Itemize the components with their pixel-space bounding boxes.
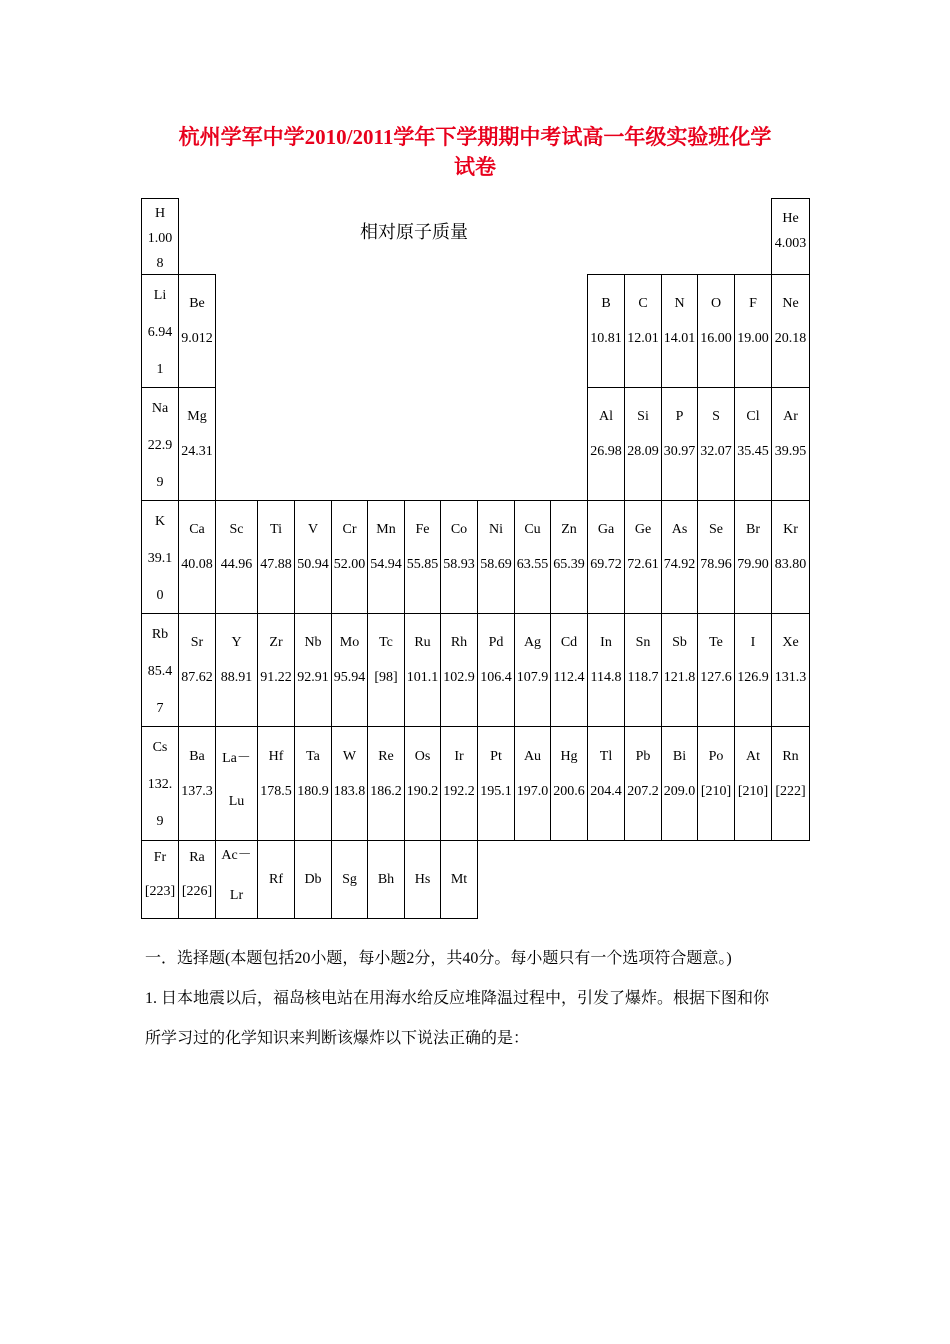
element-cell-mt: [440, 840, 478, 919]
section-heading: 一．选择题(本题包括20小题，每小题2分，共40分。每小题只有一个选项符合题意。): [145, 950, 732, 967]
element-mass: 197.0: [516, 783, 549, 799]
element-mass-part: 8: [156, 256, 164, 271]
element-symbol: La－: [222, 750, 251, 766]
element-mass: 44.96: [220, 557, 253, 573]
element-symbol: Xe: [782, 635, 799, 651]
element-symbol: W: [342, 748, 357, 764]
element-mass: 4.003: [774, 236, 807, 251]
element-mass: 112.4: [553, 670, 585, 686]
element-symbol: Rn: [782, 748, 799, 764]
element-mass: 183.8: [333, 783, 366, 799]
element-mass: 200.6: [553, 783, 585, 799]
element-symbol: S: [712, 409, 720, 425]
element-mass: 20.18: [774, 331, 807, 347]
element-cell-ge: [624, 500, 662, 614]
element-cell-ar: [771, 387, 810, 501]
element-cell-au: [514, 726, 551, 841]
element-symbol: Ni: [489, 522, 503, 538]
element-mass: 121.8: [663, 670, 696, 686]
element-mass: 50.94: [297, 557, 329, 573]
element-symbol: Os: [414, 748, 431, 764]
element-mass: 69.72: [590, 557, 622, 573]
element-mass-part: 22.9: [147, 438, 173, 453]
element-mass: 26.98: [590, 444, 622, 460]
element-mass: 35.45: [737, 444, 769, 460]
element-cell-mg: [178, 387, 216, 501]
element-cell-ne: [771, 274, 810, 388]
element-symbol: Ga: [597, 522, 615, 538]
element-mass: 65.39: [553, 557, 585, 573]
element-symbol: Ti: [270, 522, 282, 538]
element-symbol: Si: [637, 409, 649, 425]
element-mass: 91.22: [260, 670, 292, 686]
element-cell-ra: [178, 840, 216, 919]
element-cell-he: [771, 198, 810, 275]
element-symbol: Sc: [229, 522, 244, 538]
element-mass-part: 9: [156, 814, 164, 829]
element-symbol: Rb: [151, 627, 169, 642]
element-mass: 207.2: [627, 783, 659, 799]
element-mass: 40.08: [181, 557, 213, 573]
element-symbol: Rf: [269, 872, 283, 887]
element-cell-f: [734, 274, 772, 388]
element-cell-b: [587, 274, 625, 388]
element-mass: 92.91: [297, 670, 329, 686]
element-symbol: At: [746, 748, 760, 764]
element-symbol: Pd: [488, 635, 504, 651]
element-cell-s: [697, 387, 735, 501]
element-mass: 190.2: [406, 783, 439, 799]
element-cell-o: [697, 274, 735, 388]
element-mass: 32.07: [700, 444, 732, 460]
element-cell-fe: [404, 500, 441, 614]
element-mass: 55.85: [406, 557, 439, 573]
element-cell-rh: [440, 613, 478, 727]
periodic-table: [141, 198, 809, 918]
element-cell-fr: [141, 840, 179, 919]
element-symbol: Cl: [746, 409, 760, 425]
element-symbol: Ir: [454, 748, 464, 764]
element-cell-ba: [178, 726, 216, 841]
element-cell-po: [697, 726, 735, 841]
element-mass: Lr: [229, 888, 244, 903]
element-cell-ag: [514, 613, 551, 727]
element-symbol: Bh: [377, 872, 395, 887]
element-mass-part: 1: [156, 362, 164, 377]
element-symbol: Hs: [414, 872, 431, 887]
element-mass: 19.00: [737, 331, 769, 347]
element-mass: 195.1: [480, 783, 512, 799]
element-cell-i: [734, 613, 772, 727]
element-symbol: Zn: [561, 522, 577, 538]
element-symbol: Te: [709, 635, 723, 651]
element-mass-part: 1.00: [147, 231, 173, 246]
element-mass: 87.62: [181, 670, 213, 686]
element-symbol: Sn: [635, 635, 651, 651]
element-symbol: Mo: [339, 635, 360, 651]
element-mass: 24.31: [181, 444, 213, 460]
title-line-1: 杭州学军中学2010/2011学年下学期期中考试高一年级实验班化学: [178, 125, 772, 149]
element-symbol: In: [600, 635, 612, 651]
element-symbol: H: [154, 206, 166, 221]
element-cell-sr: [178, 613, 216, 727]
document-title: [140, 122, 810, 182]
element-cell-al: [587, 387, 625, 501]
element-cell-na: [141, 387, 179, 501]
element-symbol: Ag: [523, 635, 542, 651]
element-cell-ga: [587, 500, 625, 614]
element-mass: 9.012: [181, 331, 213, 347]
element-cell-n: [661, 274, 698, 388]
element-cell-cr: [331, 500, 368, 614]
element-cell-rb: [141, 613, 179, 727]
element-cell-pt: [477, 726, 515, 841]
element-symbol: Sr: [190, 635, 204, 651]
element-cell-xe: [771, 613, 810, 727]
element-cell-as: [661, 500, 698, 614]
element-symbol: Nb: [304, 635, 322, 651]
element-mass: 39.95: [774, 444, 807, 460]
element-symbol: Co: [450, 522, 468, 538]
title-line-2: 试卷: [454, 155, 496, 179]
element-symbol: Pt: [490, 748, 502, 764]
element-cell-mo: [331, 613, 368, 727]
element-cell-be: [178, 274, 216, 388]
element-mass: 74.92: [663, 557, 696, 573]
element-symbol: Br: [746, 522, 760, 538]
element-mass: 209.0: [663, 783, 696, 799]
element-cell-ni: [477, 500, 515, 614]
element-mass: [210]: [737, 783, 769, 799]
element-mass: 72.61: [627, 557, 659, 573]
element-mass: 178.5: [260, 783, 292, 799]
element-symbol: Hf: [268, 748, 284, 764]
element-cell-te: [697, 613, 735, 727]
element-symbol: B: [601, 296, 611, 312]
element-cell-rn: [771, 726, 810, 841]
element-symbol: N: [674, 296, 685, 312]
element-cell-sc: [215, 500, 258, 614]
element-mass: 137.3: [181, 783, 213, 799]
element-symbol: Ba: [189, 748, 205, 764]
element-cell-w: [331, 726, 368, 841]
element-cell-br: [734, 500, 772, 614]
element-symbol: K: [154, 514, 166, 529]
element-cell-at: [734, 726, 772, 841]
element-mass: 192.2: [443, 783, 475, 799]
element-cell-sb: [661, 613, 698, 727]
element-mass: 118.7: [627, 670, 659, 686]
element-mass-part: 6.94: [147, 325, 173, 340]
element-mass: 16.00: [700, 331, 732, 347]
element-symbol: Cr: [342, 522, 357, 538]
element-cell-os: [404, 726, 441, 841]
element-symbol: Mg: [187, 409, 207, 425]
element-symbol: Pb: [635, 748, 651, 764]
element-mass: 114.8: [590, 670, 622, 686]
element-symbol: Ac－: [221, 848, 252, 863]
element-mass: 54.94: [370, 557, 402, 573]
element-mass: 10.81: [590, 331, 622, 347]
element-cell-p: [661, 387, 698, 501]
element-symbol: Ra: [189, 850, 205, 865]
element-mass: 131.3: [774, 670, 807, 686]
element-cell-tl: [587, 726, 625, 841]
element-mass: 88.91: [220, 670, 253, 686]
element-symbol: Db: [304, 872, 322, 887]
element-cell-cs: [141, 726, 179, 841]
element-symbol: Cd: [560, 635, 578, 651]
element-mass: 28.09: [627, 444, 659, 460]
element-mass: [210]: [700, 783, 732, 799]
element-cell-cd: [550, 613, 588, 727]
element-cell-pd: [477, 613, 515, 727]
element-cell-db: [294, 840, 332, 919]
element-cell-h: [141, 198, 179, 275]
element-mass-part: 85.4: [147, 664, 173, 679]
element-cell-k: [141, 500, 179, 614]
element-symbol: V: [307, 522, 319, 538]
element-symbol: Fe: [415, 522, 430, 538]
element-symbol: Ar: [783, 409, 798, 425]
element-mass: 63.55: [516, 557, 549, 573]
element-symbol: Tc: [379, 635, 393, 651]
element-symbol: Be: [189, 296, 205, 312]
element-symbol: As: [671, 522, 688, 538]
element-mass: [98]: [374, 670, 398, 686]
element-mass: 204.4: [590, 783, 622, 799]
element-cell-ru: [404, 613, 441, 727]
element-mass-part: 9: [156, 475, 164, 490]
element-cell-sn: [624, 613, 662, 727]
element-symbol: Mn: [376, 522, 396, 538]
element-cell-co: [440, 500, 478, 614]
element-cell-ti: [257, 500, 295, 614]
element-symbol: C: [638, 296, 648, 312]
element-cell-cu: [514, 500, 551, 614]
element-mass: 107.9: [516, 670, 549, 686]
element-cell-v: [294, 500, 332, 614]
element-symbol: He: [782, 211, 799, 226]
question-1-line-2: 所学习过的化学知识来判断该爆炸以下说法正确的是：: [145, 1030, 530, 1047]
element-cell-ta: [294, 726, 332, 841]
element-mass: [226]: [181, 884, 213, 899]
element-symbol: Ne: [782, 296, 799, 312]
element-mass: Lu: [228, 794, 245, 810]
question-1-line-1: 1. 日本地震以后，福岛核电站在用海水给反应堆降温过程中，引发了爆炸。根据下图和你: [145, 990, 770, 1007]
element-symbol: Cu: [524, 522, 541, 538]
element-symbol: Rh: [450, 635, 468, 651]
element-symbol: Bi: [672, 748, 687, 764]
element-cell-zn: [550, 500, 588, 614]
element-symbol: F: [749, 296, 757, 312]
element-symbol: Li: [153, 288, 167, 303]
element-cell-zr: [257, 613, 295, 727]
element-mass: [222]: [775, 783, 806, 799]
element-cell-bi: [661, 726, 698, 841]
element-mass: 52.00: [333, 557, 366, 573]
element-symbol: Cs: [152, 740, 168, 755]
element-cell-rf: [257, 840, 295, 919]
element-symbol: I: [750, 635, 756, 651]
element-symbol: Hg: [560, 748, 578, 764]
element-symbol: Al: [599, 409, 613, 425]
element-symbol: Po: [708, 748, 724, 764]
element-cell-in: [587, 613, 625, 727]
element-symbol: Ta: [306, 748, 320, 764]
element-mass: 58.69: [480, 557, 512, 573]
element-cell-bh: [367, 840, 405, 919]
element-symbol: Sg: [342, 872, 357, 887]
element-mass: 102.9: [443, 670, 475, 686]
element-mass: 78.96: [700, 557, 732, 573]
element-cell-ca: [178, 500, 216, 614]
element-cell-tc: [367, 613, 405, 727]
element-mass: 14.01: [663, 331, 696, 347]
element-mass: 101.1: [406, 670, 439, 686]
element-mass: 95.94: [333, 670, 366, 686]
element-cell-ir: [440, 726, 478, 841]
element-mass: [223]: [144, 884, 176, 899]
element-mass: 83.80: [774, 557, 807, 573]
element-symbol: Zr: [269, 635, 283, 651]
element-symbol: Au: [523, 748, 542, 764]
element-cell-hf: [257, 726, 295, 841]
element-symbol: Kr: [783, 522, 798, 538]
element-cell-sg: [331, 840, 368, 919]
element-symbol: O: [710, 296, 722, 312]
element-mass: 30.97: [663, 444, 696, 460]
element-cell-ac: [215, 840, 258, 919]
element-cell-cl: [734, 387, 772, 501]
element-mass: 127.6: [700, 670, 732, 686]
element-mass: 79.90: [737, 557, 769, 573]
element-mass: 58.93: [443, 557, 475, 573]
element-mass-part: 7: [156, 701, 164, 716]
element-symbol: Sb: [672, 635, 687, 651]
element-symbol: Mt: [450, 872, 468, 887]
element-mass: 126.9: [737, 670, 769, 686]
element-cell-y: [215, 613, 258, 727]
element-cell-nb: [294, 613, 332, 727]
element-mass: 12.01: [627, 331, 659, 347]
element-symbol: Y: [231, 635, 242, 651]
element-symbol: Na: [151, 401, 169, 416]
element-cell-la: [215, 726, 258, 841]
element-mass-part: 0: [156, 588, 164, 603]
element-mass-part: 39.1: [147, 551, 173, 566]
element-cell-re: [367, 726, 405, 841]
element-symbol: Se: [709, 522, 723, 538]
element-cell-se: [697, 500, 735, 614]
element-cell-kr: [771, 500, 810, 614]
element-cell-mn: [367, 500, 405, 614]
element-mass-part: 132.: [147, 777, 173, 792]
element-cell-li: [141, 274, 179, 388]
element-cell-pb: [624, 726, 662, 841]
element-mass: 47.88: [260, 557, 292, 573]
element-mass: 180.9: [297, 783, 329, 799]
element-symbol: Ru: [414, 635, 431, 651]
element-symbol: Re: [378, 748, 394, 764]
element-mass: 106.4: [480, 670, 512, 686]
element-mass: 186.2: [370, 783, 402, 799]
element-symbol: Fr: [153, 850, 167, 865]
element-cell-c: [624, 274, 662, 388]
element-cell-hs: [404, 840, 441, 919]
element-cell-hg: [550, 726, 588, 841]
table-caption: 相对原子质量: [360, 222, 468, 242]
element-symbol: Tl: [599, 748, 613, 764]
element-cell-si: [624, 387, 662, 501]
element-symbol: Ge: [634, 522, 652, 538]
element-symbol: P: [675, 409, 684, 425]
element-symbol: Ca: [189, 522, 205, 538]
